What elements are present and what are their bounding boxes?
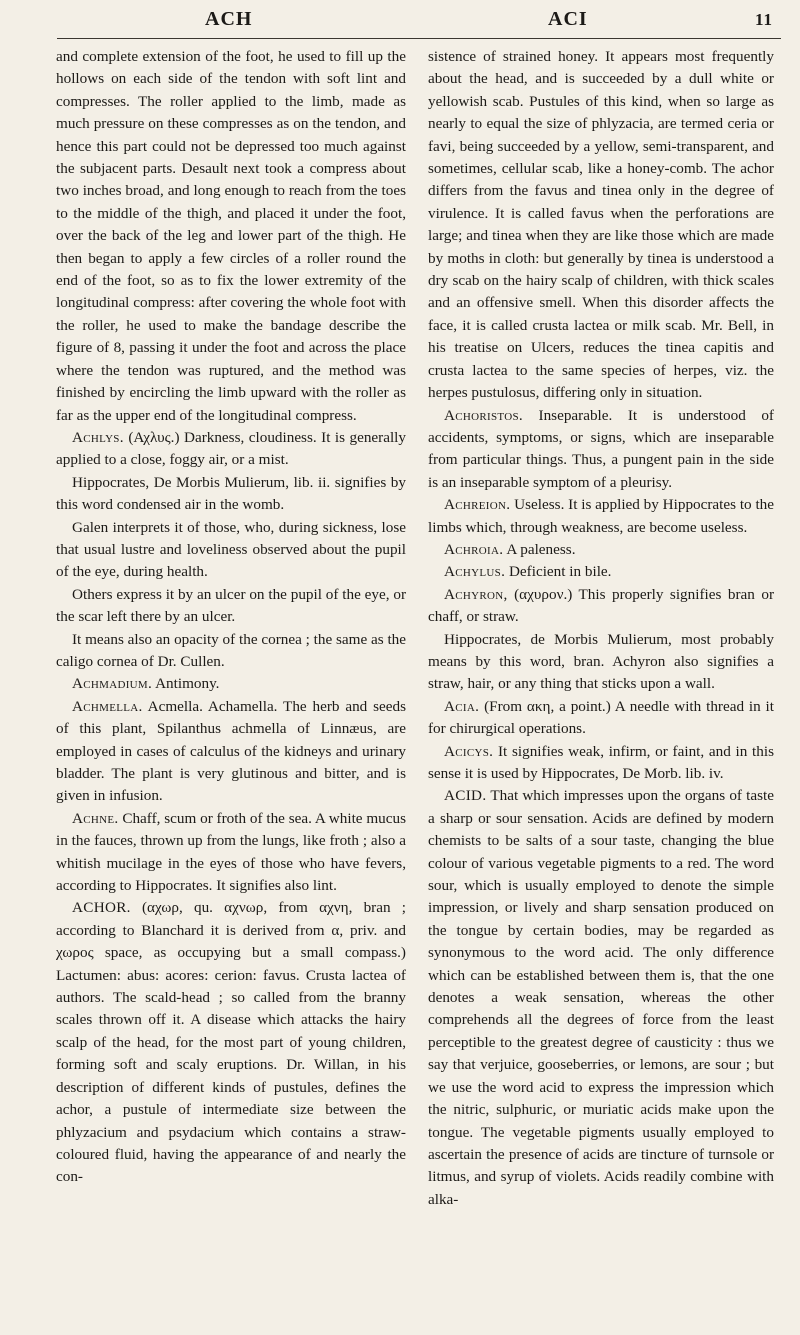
entry-text: Antimony. bbox=[155, 675, 220, 693]
right-text-column bbox=[428, 46, 774, 1211]
dictionary-entry bbox=[428, 785, 774, 1211]
dictionary-entry bbox=[56, 897, 406, 1188]
entry-text: (αχωρ, qu. αχνωρ, from αχνη, bran ; according to Blanchard it is derived from α, priv. and χωρος space, as occupying but a small compass.) Lactumen: abus: acores: cerion: favus. Crusta lactea of authors. The scald-head ; so called from the branny scales thrown off it. A disease which attacks the hairy scalp of the head, for the most part of young children, forming soft and scaly eruptions. Dr. Willan, in his description of different kinds of pustules, defines the achor, a pustule of intermediate size between the phlyzacium and psydacium which contains a straw-coloured fluid, having the appearance of and nearly the con- bbox=[56, 899, 407, 1186]
dictionary-entry bbox=[428, 741, 774, 786]
paragraph bbox=[428, 629, 774, 696]
entry-text: That which impresses upon the organs of taste a sharp or sour sensation. Acids are defined by modern chemists to be salts of a sour taste, changing the blue colour of various vegetable pigments to a red. The word sour, which is usually employed to denote the simple impression, or lively and sharp sensation produced on the tongue by certain bodies, may be regarded as synonymous to the word acid. The only difference which can be established between them is, that the one denotes a weak sensation, whereas the other comprehends all the degrees of force from the least perceptible to the greatest degree of causticity : thus we say that verjuice, gooseberries, or lemons, are sour ; but we use the word acid to express the impression which the nitric, sulphuric, or muriatic acids make upon the tongue. The vegetable pigments usually employed to ascertain the presence of acids are tincture of turnsole or litmus, and syrup of violets. Acids readily combine with alka- bbox=[428, 787, 774, 1208]
dictionary-entry bbox=[428, 539, 774, 561]
paragraph bbox=[56, 629, 406, 674]
dictionary-entry bbox=[428, 584, 774, 629]
header-right-guide-word: ACI bbox=[548, 8, 588, 30]
entry-headword: Achyron, bbox=[444, 585, 508, 603]
entry-headword: ACID. bbox=[444, 787, 487, 805]
header-rule bbox=[57, 38, 781, 39]
paragraph bbox=[56, 472, 406, 517]
paragraph bbox=[56, 46, 406, 427]
entry-headword: Achroia. bbox=[444, 540, 504, 558]
entry-headword: Acia. bbox=[444, 697, 480, 715]
entry-text: A paleness. bbox=[506, 540, 576, 558]
dictionary-entry bbox=[56, 808, 406, 898]
dictionary-entry bbox=[56, 696, 406, 808]
entry-headword: Acicys. bbox=[444, 742, 494, 760]
entry-text: It means also an opacity of the cornea ; the same as the caligo cornea of Dr. Cullen. bbox=[56, 630, 406, 670]
entry-headword: Achmadium. bbox=[72, 675, 153, 693]
entry-headword: Achoristos. bbox=[444, 406, 523, 424]
entry-text: Chaff, scum or froth of the sea. A white mucus in the fauces, thrown up from the lungs, like froth ; also a whitish mucilage in the eyes of those who have fevers, according to Hippocrates. It signifies also lint. bbox=[56, 809, 406, 895]
entry-text: Hippocrates, De Morbis Mulierum, lib. ii. signifies by this word condensed air in the womb. bbox=[56, 473, 406, 514]
left-text-column bbox=[56, 46, 406, 1189]
entry-text: Inseparable. It is understood of accidents, symptoms, or signs, which are inseparable from particular things. Thus, a pungent pain in the side is an inseparable symptom of a pleurisy. bbox=[428, 406, 774, 491]
page-number: 11 bbox=[755, 10, 774, 29]
dictionary-entry bbox=[428, 696, 774, 741]
running-header bbox=[0, 0, 800, 40]
entry-headword: Achmella. bbox=[72, 697, 143, 715]
dictionary-entry bbox=[56, 427, 406, 472]
entry-text: (From ακη, a point.) A needle with thread in it for chirurgical operations. bbox=[428, 697, 774, 738]
entry-headword: Achne. bbox=[72, 809, 119, 827]
entry-text: Others express it by an ulcer on the pupil of the eye, or the scar left there by an ulcer. bbox=[56, 585, 406, 626]
entry-text: It signifies weak, infirm, or faint, and in this sense it is used by Hippocrates, De Morb. lib. iv. bbox=[428, 742, 774, 782]
dictionary-entry bbox=[428, 494, 774, 539]
dictionary-entry bbox=[428, 561, 774, 583]
entry-text: and complete extension of the foot, he used to fill up the hollows on each side of the tendon with soft lint and compresses. The roller applied to the limb, made as much pressure on these compresses as on the tendon, and hence this part could not be depressed too much against the subjacent parts. Desault next took a compress about two inches broad, and long enough to reach from the toes to the middle of the thigh, and placed it under the foot, over the back of the leg and lower part of the thigh. He then began to apply a few circles of a roller round the end of the foot, so as to fix the lower extremity of the longitudinal compress: after covering the whole foot with the roller, he used to make the bandage describe the figure of 8, passing it under the foot and across the place where the tendon was ruptured, and the method was finished by encircling the limb upward with the roller as far as the upper end of the longitudinal compress. bbox=[56, 48, 406, 424]
entry-text: Useless. It is applied by Hippocrates to the limbs which, through weakness, are become useless. bbox=[428, 496, 775, 536]
paragraph bbox=[428, 46, 774, 405]
paragraph bbox=[56, 517, 406, 584]
entry-text: Deficient in bile. bbox=[508, 563, 612, 581]
entry-text: Galen interprets it of those, who, during sickness, lose that usual lustre and loveliness observed about the pupil of the eye, during health. bbox=[56, 518, 406, 581]
entry-headword: Achlys. bbox=[72, 428, 124, 446]
entry-text: (Αχλυς.) Darkness, cloudiness. It is generally applied to a close, foggy air, or a mist. bbox=[56, 428, 407, 469]
entry-text: sistence of strained honey. It appears most frequently about the head, and is succeeded by a dull white or yellowish scab. Pustules of this kind, when so large as nearly to equal the size of phlyzacia, are termed ceria or favi, being succeeded by a yellow, semi-transparent, and sometimes, cellular scab, like a honey-comb. The achor differs from the favus and tinea only in the degree of virulence. It is called favus when the perforations are large; and tinea when they are like those which are made by moths in cloth: but generally by tinea is understood a dry scab on the hairy scalp of children, with thick scales and an offensive smell. When this disorder affects the face, it is called crusta lactea or milk scab. Mr. Bell, in his treatise on Ulcers, reduces the tinea capitis and crusta lactea to the same species of herpes, viz. the herpes pustulosus, differing only in situation. bbox=[428, 48, 774, 402]
entry-headword: ACHOR. bbox=[72, 899, 131, 917]
entry-text: Hippocrates, de Morbis Mulierum, most probably means by this word, bran. Achyron also signifies a straw, hair, or any thing that sticks upon a wall. bbox=[428, 630, 774, 693]
paragraph bbox=[56, 584, 406, 629]
entry-headword: Achylus. bbox=[444, 563, 506, 581]
entry-text: (αχυρον.) This properly signifies bran or chaff, or straw. bbox=[428, 585, 775, 626]
entry-text: Acmella. Achamella. The herb and seeds of this plant, Spilanthus achmella of Linnæus, are employed in cases of calculus of the kidneys and urinary bladder. The plant is very glutinous and bitter, and is given in infusion. bbox=[56, 697, 406, 805]
entry-headword: Achreion. bbox=[444, 496, 511, 514]
dictionary-entry bbox=[56, 673, 406, 695]
dictionary-entry bbox=[428, 405, 774, 495]
header-left-guide-word: ACH bbox=[205, 8, 253, 30]
